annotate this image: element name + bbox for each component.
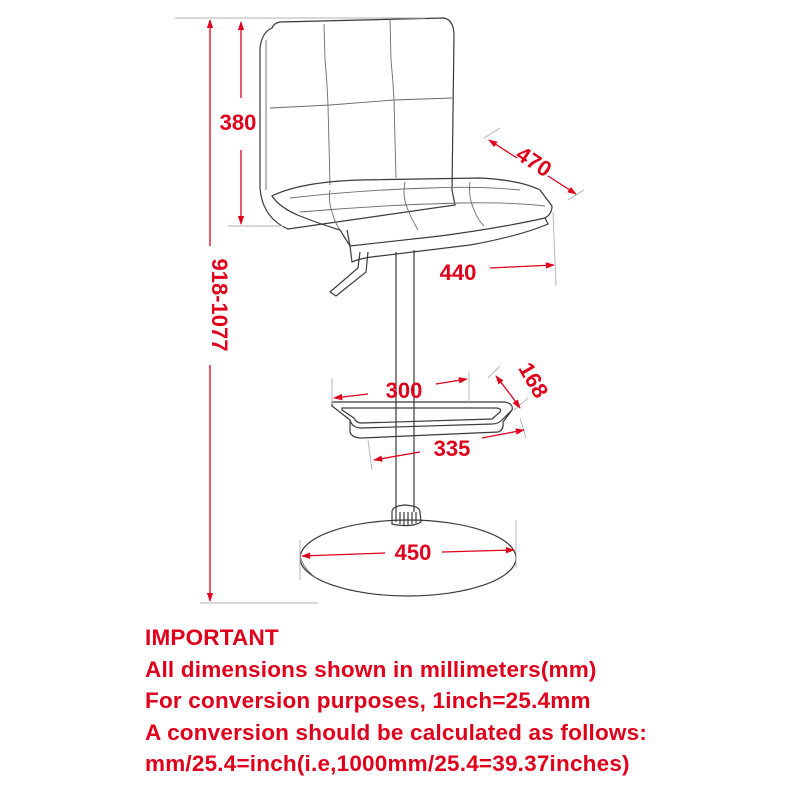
footrest-ring — [332, 402, 512, 438]
seat-depth-label: 470 — [511, 141, 557, 183]
base-diameter-dimension — [302, 553, 385, 556]
seat-width-label: 440 — [439, 260, 477, 285]
footrest-depth-dimension — [496, 376, 510, 394]
notes-line-conversion: For conversion purposes, 1inch=25.4mm — [145, 688, 591, 713]
footrest-depth-label: 168 — [513, 358, 554, 403]
backrest-quilting — [270, 20, 452, 185]
notes-heading: IMPORTANT — [145, 625, 279, 650]
backrest-height-label: 380 — [219, 110, 257, 135]
footrest-outer-dimension — [374, 452, 420, 460]
overall-height-label: 918-1077 — [207, 258, 233, 352]
notes-line-units: All dimensions shown in millimeters(mm) — [145, 656, 597, 682]
dimension-lines — [175, 18, 584, 603]
backrest-outline — [260, 18, 455, 229]
footrest-inner-dimension — [334, 394, 368, 398]
seat-shell — [350, 218, 548, 262]
footrest-outer-label: 335 — [433, 436, 471, 461]
seat-depth-dimension — [489, 140, 517, 158]
notes-line-formula: mm/25.4=inch(i.e,1000mm/25.4=39.37inches) — [145, 751, 630, 776]
seat-quilting — [290, 182, 545, 232]
base-diameter-label: 450 — [394, 540, 432, 565]
footrest-inner-label: 300 — [385, 378, 423, 403]
notes-block — [145, 622, 785, 780]
notes-line-calculation: A conversion should be calculated as follows: — [145, 719, 648, 745]
stool-illustration — [260, 18, 552, 596]
seat-width-dimension — [490, 265, 554, 268]
